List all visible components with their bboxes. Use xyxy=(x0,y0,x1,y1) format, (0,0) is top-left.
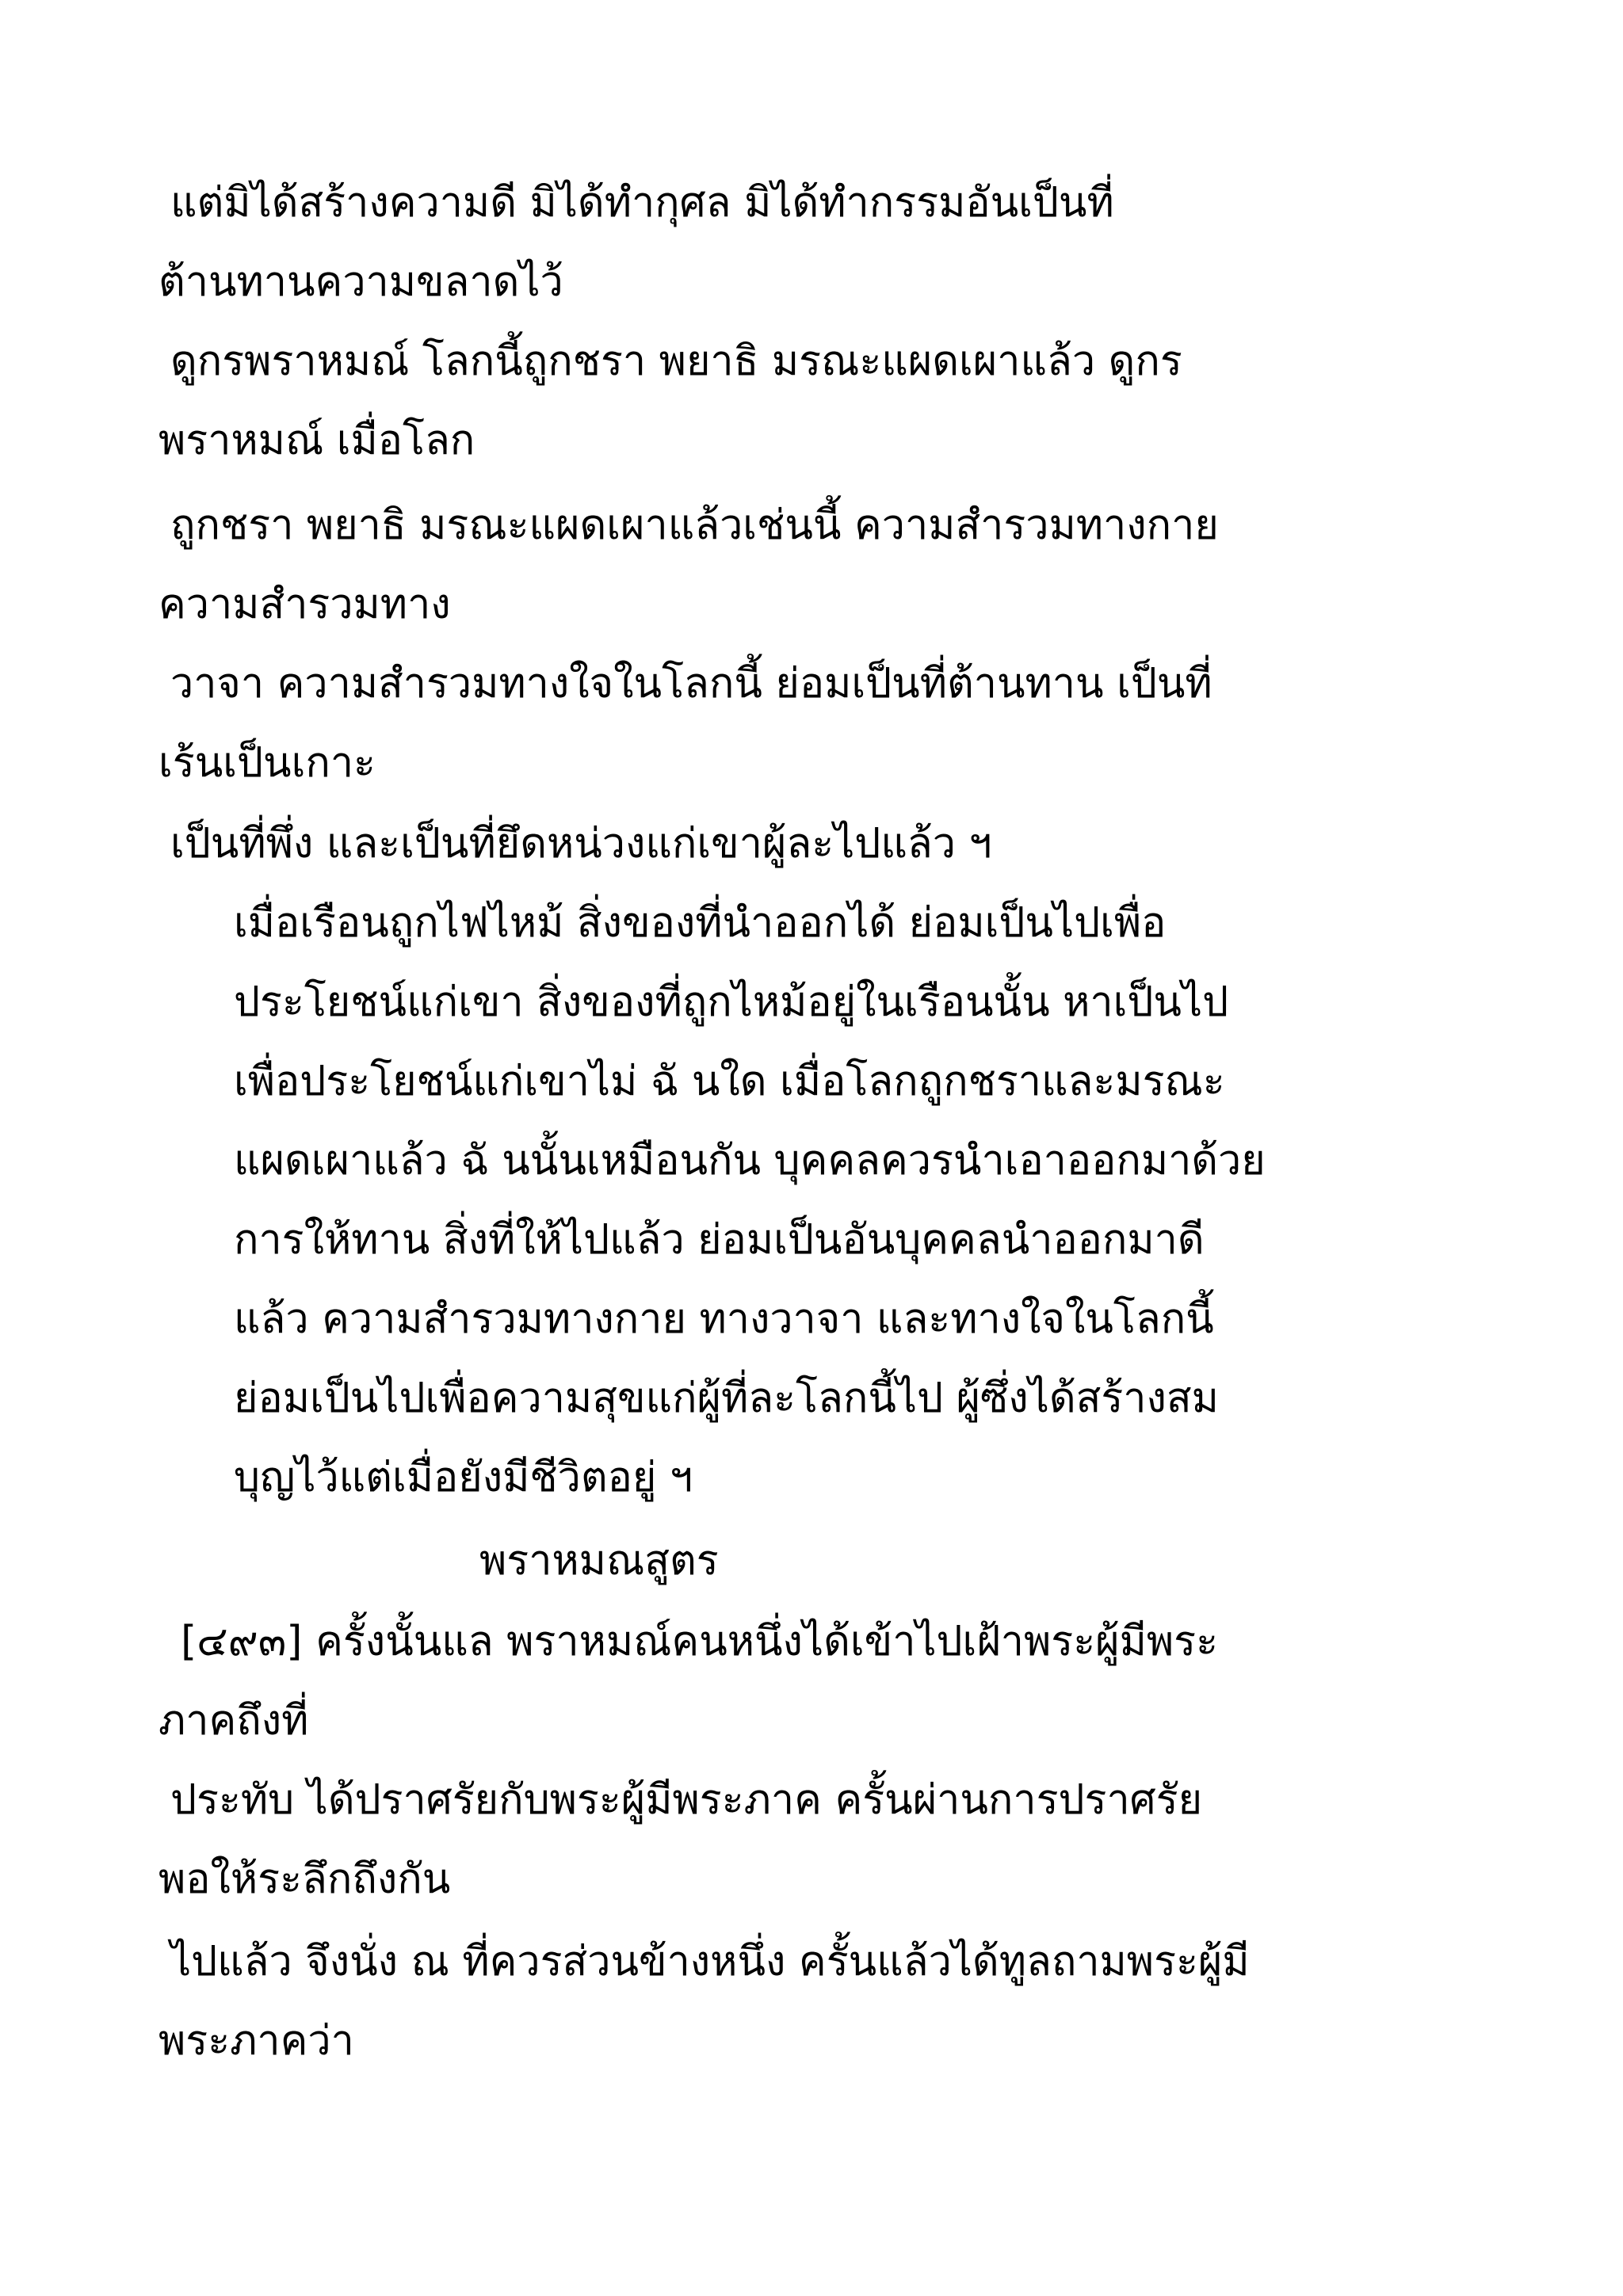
text-line: ถูกชรา พยาธิ มรณะแผดเผาแล้วเช่นนี้ ความสำรวมทางกาย xyxy=(170,502,1219,549)
text-line: ดูกรพราหมณ์ โลกนี้ถูกชรา พยาธิ มรณะแผดเผาแล้ว ดูกร xyxy=(170,338,1182,385)
text-line: ประทับ ได้ปราศรัยกับพระผู้มีพระภาค ครั้นผ่านการปราศรัย xyxy=(170,1776,1203,1824)
indented-text-line: ย่อมเป็นไปเพื่อความสุขแก่ผู้ที่ละโลกนี้ไป ผู้ซึ่งได้สร้างสม xyxy=(234,1375,1219,1422)
indented-text-line: ประโยชน์แก่เขา สิ่งของที่ถูกไหม้อยู่ในเรือนนั้น หาเป็นไป xyxy=(234,978,1229,1026)
text-line: ไปแล้ว จึงนั่ง ณ ที่ควรส่วนข้างหนึ่ง ครั้นแล้วได้ทูลถามพระผู้มี xyxy=(170,1938,1250,1985)
text-line: แต่มิได้สร้างความดี มิได้ทำกุศล มิได้ทำกรรมอันเป็นที่ xyxy=(170,179,1114,227)
indented-text-line: เมื่อเรือนถูกไฟไหม้ สิ่งของที่นำออกได้ ย่อมเป็นไปเพื่อ xyxy=(234,899,1167,947)
indented-text-line: แผดเผาแล้ว ฉั นนั้นเหมือนกัน บุคคลควรนำเอาออกมาด้วย xyxy=(234,1137,1266,1184)
text-line: ต้านทานความขลาดไว้ xyxy=(158,258,563,306)
text-line: วาจา ความสำรวมทางใจในโลกนี้ ย่อมเป็นที่ต้านทาน เป็นที่ xyxy=(170,660,1212,707)
text-line: พระภาคว่า xyxy=(158,2017,354,2065)
section-heading: พราหมณสูตร xyxy=(479,1537,719,1585)
text-line: [๔๙๓] ครั้งนั้นแล พราหมณ์คนหนึ่งได้เข้าไปเฝ้าพระผู้มีพระ xyxy=(181,1618,1219,1665)
text-line: ภาคถึงที่ xyxy=(158,1697,309,1745)
indented-text-line: การให้ทาน สิ่งที่ให้ไปแล้ว ย่อมเป็นอันบุคคลนำออกมาดี xyxy=(234,1216,1205,1264)
text-line: เป็นที่พึ่ง และเป็นที่ยึดหน่วงแก่เขาผู้ละไปแล้ว ฯ xyxy=(170,820,992,868)
text-line: เร้นเป็นเกาะ xyxy=(158,739,376,787)
indented-text-line: เพื่อประโยชน์แก่เขาไม่ ฉั นใด เมื่อโลกถูกชราและมรณะ xyxy=(234,1058,1225,1105)
text-line: ความสำรวมทาง xyxy=(158,581,451,628)
text-line: พราหมณ์ เมื่อโลก xyxy=(158,417,475,464)
indented-text-line: แล้ว ความสำรวมทางกาย ทางวาจา และทางใจในโลกนี้ xyxy=(234,1295,1214,1343)
text-line: พอให้ระลึกถึงกัน xyxy=(158,1855,451,1903)
indented-text-line: บุญไว้แต่เมื่อยังมีชีวิตอยู่ ฯ xyxy=(234,1454,693,1501)
